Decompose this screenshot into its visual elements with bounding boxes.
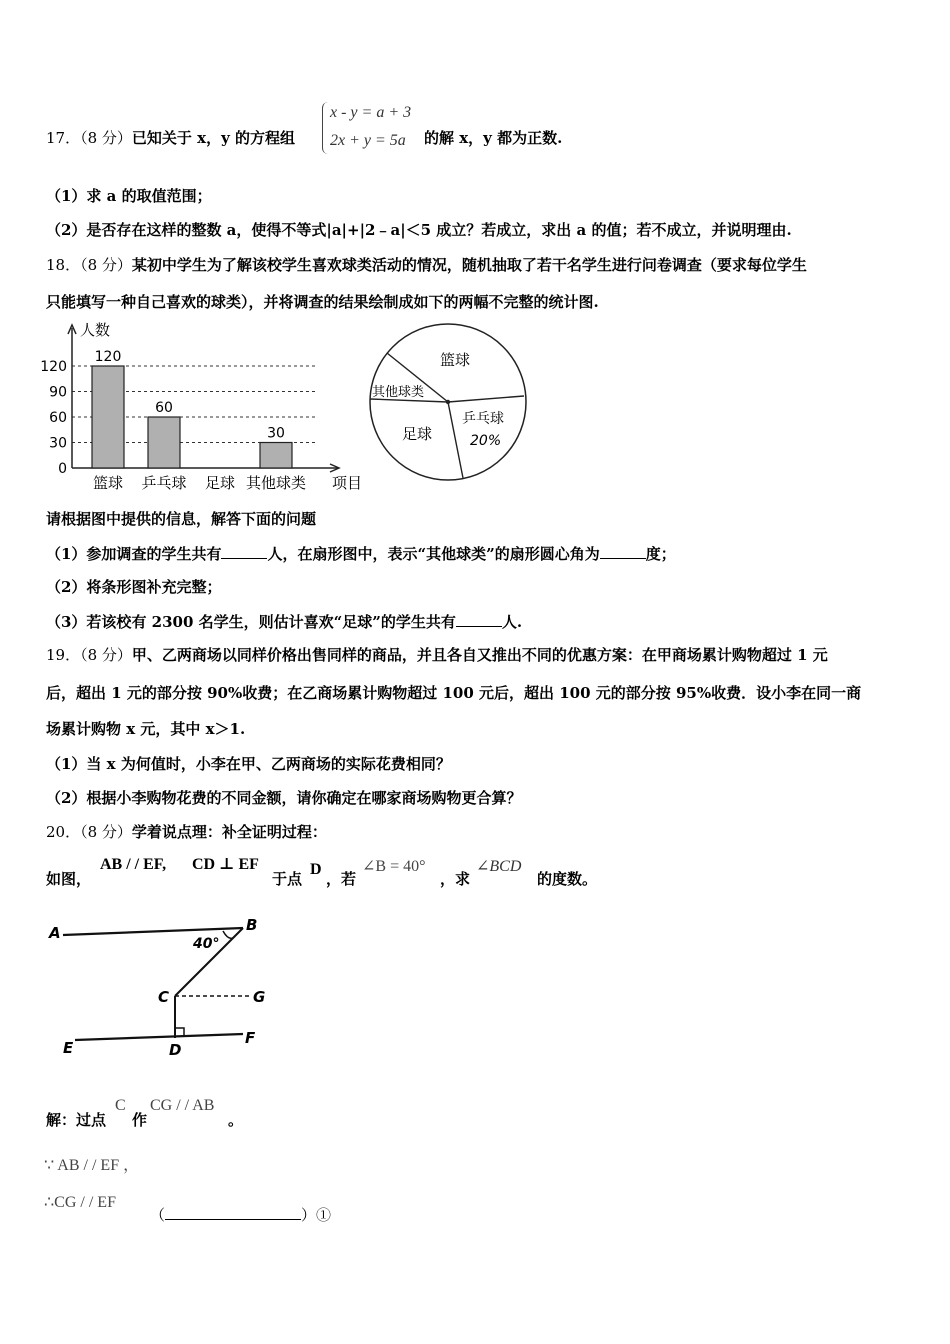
pie-divider-right bbox=[448, 396, 524, 402]
solution-period: 。 bbox=[228, 1111, 244, 1129]
bar-3 bbox=[260, 443, 292, 469]
y-tick-60: 60 bbox=[49, 410, 67, 426]
q18-prompt: 请根据图中提供的信息，解答下面的问题 bbox=[46, 510, 317, 528]
q19-part1: （1）当 x 为何值时，小李在甲、乙两商场的实际花费相同？ bbox=[46, 755, 451, 773]
equation-1: x - y = a + 3 bbox=[330, 104, 412, 121]
q20-intro: 学着说点理：补全证明过程： bbox=[131, 823, 327, 841]
pie-percent-pingpong: 20% bbox=[470, 433, 502, 449]
y-tick-120: 120 bbox=[40, 359, 67, 375]
solution-step2: ∴CG / / EF bbox=[44, 1194, 116, 1211]
pie-label-other: 其他球类 bbox=[372, 385, 425, 400]
solution-line-cg: CG / / AB bbox=[150, 1097, 215, 1114]
label-f: F bbox=[245, 1029, 256, 1047]
q17-score: （8 分） bbox=[80, 129, 132, 147]
solution-make: 作 bbox=[132, 1111, 148, 1129]
label-angle-40: 40° bbox=[193, 936, 220, 952]
q19-text1: 甲、乙两商场以同样价格出售同样的商品，并且各自又推出不同的优惠方案：在甲商场累计购物超过 1 元 bbox=[131, 646, 828, 664]
q18-part1 bbox=[46, 543, 676, 564]
label-g: G bbox=[253, 988, 266, 1006]
pie-label-basketball: 篮球 bbox=[440, 351, 471, 369]
q20-condition-text: 如图， bbox=[46, 870, 92, 888]
q19-number: 19． bbox=[46, 646, 81, 664]
q17-part1: （1）求 a 的取值范围； bbox=[46, 187, 212, 205]
bar-1 bbox=[148, 417, 180, 468]
label-c: C bbox=[158, 988, 170, 1006]
q20-cond-perpendicular: CD ⊥ EF bbox=[192, 856, 259, 873]
answer-blank-football[interactable] bbox=[456, 611, 502, 627]
label-b: B bbox=[246, 916, 258, 934]
q20-number: 20． bbox=[46, 823, 81, 841]
q19-line2: 后，超出 1 元的部分按 90%收费；在乙商场累计购物超过 100 元后，超出 100 元的部分按 95%收费．设小李在同一商 bbox=[46, 684, 862, 702]
geometry-diagram bbox=[45, 912, 285, 1062]
q20-text-at-point: 于点 bbox=[272, 870, 303, 888]
pie-label-pingpong: 乒乓球 bbox=[462, 411, 504, 427]
answer-blank-reason[interactable] bbox=[165, 1204, 301, 1220]
bar-0 bbox=[92, 366, 124, 468]
reason-paren-close: ）① bbox=[301, 1206, 332, 1224]
q18-line1 bbox=[46, 255, 807, 275]
y-tick-90: 90 bbox=[49, 384, 67, 401]
x-tick-3: 其他球类 bbox=[245, 474, 307, 492]
q17-text-before: 已知关于 x，y 的方程组 bbox=[131, 129, 296, 147]
pie-chart bbox=[360, 315, 560, 495]
solution-point-c: C bbox=[115, 1097, 126, 1114]
q20-point-d: D bbox=[310, 861, 322, 878]
q17-line bbox=[46, 128, 295, 148]
q19-line3: 场累计购物 x 元，其中 x＞1. bbox=[46, 720, 246, 738]
equation-2: 2x + y = 5a bbox=[330, 132, 406, 149]
q18-part1-b: 人，在扇形图中，表示“其他球类”的扇形圆心角为 bbox=[267, 545, 600, 563]
q17-part2: （2）是否存在这样的整数 a，使得不等式|a|+|2﹣a|＜5 成立？若成立，求出 a 的值；若不成立，并说明理由. bbox=[46, 221, 792, 239]
line-ef bbox=[75, 1034, 243, 1040]
q20-line1 bbox=[46, 822, 327, 842]
reason-paren-open: （ bbox=[150, 1206, 166, 1224]
q20-target-angle: ∠BCD bbox=[476, 858, 522, 875]
solution-step1: ∵ AB / / EF ， bbox=[44, 1157, 140, 1174]
q18-part3-a: （3）若该校有 2300 名学生，则估计喜欢“足球”的学生共有 bbox=[46, 613, 456, 631]
label-d: D bbox=[169, 1041, 182, 1059]
q20-text-if: ，若 bbox=[326, 870, 357, 888]
angle-arc-b bbox=[223, 931, 233, 938]
solution-step2-reason bbox=[150, 1204, 331, 1225]
y-tick-30: 30 bbox=[49, 435, 67, 452]
x-tick-1: 乒乓球 bbox=[141, 474, 187, 492]
q18-part1-a: （1）参加调查的学生共有 bbox=[46, 545, 222, 563]
bar-chart bbox=[40, 320, 370, 495]
q18-part1-c: 度； bbox=[645, 545, 676, 563]
q19-part2: （2）根据小李购物花费的不同金额，请你确定在哪家商场购物更合算？ bbox=[46, 789, 522, 807]
q20-cond-parallel: AB / / EF, bbox=[100, 856, 167, 873]
q18-part2: （2）将条形图补充完整； bbox=[46, 578, 222, 596]
label-a: A bbox=[49, 924, 61, 942]
q18-part3-b: 人. bbox=[501, 613, 523, 631]
pie-label-football: 足球 bbox=[402, 425, 433, 443]
solution-start: 解：过点 bbox=[46, 1111, 107, 1129]
pie-center bbox=[446, 400, 450, 404]
bar-label-3: 30 bbox=[267, 425, 285, 442]
answer-blank-angle[interactable] bbox=[600, 543, 646, 559]
x-tick-2: 足球 bbox=[204, 474, 236, 492]
q19-line1 bbox=[46, 645, 828, 665]
line-ab bbox=[63, 928, 243, 935]
pie-divider-bottom bbox=[448, 402, 463, 478]
x-tick-0: 篮球 bbox=[92, 474, 124, 492]
q20-text-find: ，求 bbox=[440, 870, 471, 888]
q20-cond-angle: ∠B = 40° bbox=[362, 858, 426, 875]
q20-text-degree: 的度数。 bbox=[537, 870, 598, 888]
y-axis-label: 人数 bbox=[80, 321, 111, 339]
q19-score: （8 分） bbox=[80, 646, 132, 664]
bar-label-1: 60 bbox=[155, 400, 173, 416]
q20-score: （8 分） bbox=[80, 823, 132, 841]
q17-text-after: 的解 x，y 都为正数. bbox=[424, 129, 563, 147]
bar-label-0: 120 bbox=[94, 349, 122, 365]
x-axis-label: 项目 bbox=[332, 474, 363, 492]
y-tick-0: 0 bbox=[58, 461, 67, 477]
answer-blank-total[interactable] bbox=[221, 543, 267, 559]
q17-number: 17． bbox=[46, 129, 81, 147]
q18-line2: 只能填写一种自己喜欢的球类），并将调查的结果绘制成如下的两幅不完整的统计图. bbox=[46, 293, 599, 311]
q18-number: 18． bbox=[46, 256, 81, 274]
q18-part3 bbox=[46, 611, 522, 632]
equation-brace bbox=[322, 102, 329, 154]
label-e: E bbox=[63, 1039, 74, 1057]
q18-text1: 某初中学生为了解该校学生喜欢球类活动的情况，随机抽取了若干名学生进行问卷调查（要求每位学生 bbox=[131, 256, 807, 274]
q18-score: （8 分） bbox=[80, 256, 132, 274]
